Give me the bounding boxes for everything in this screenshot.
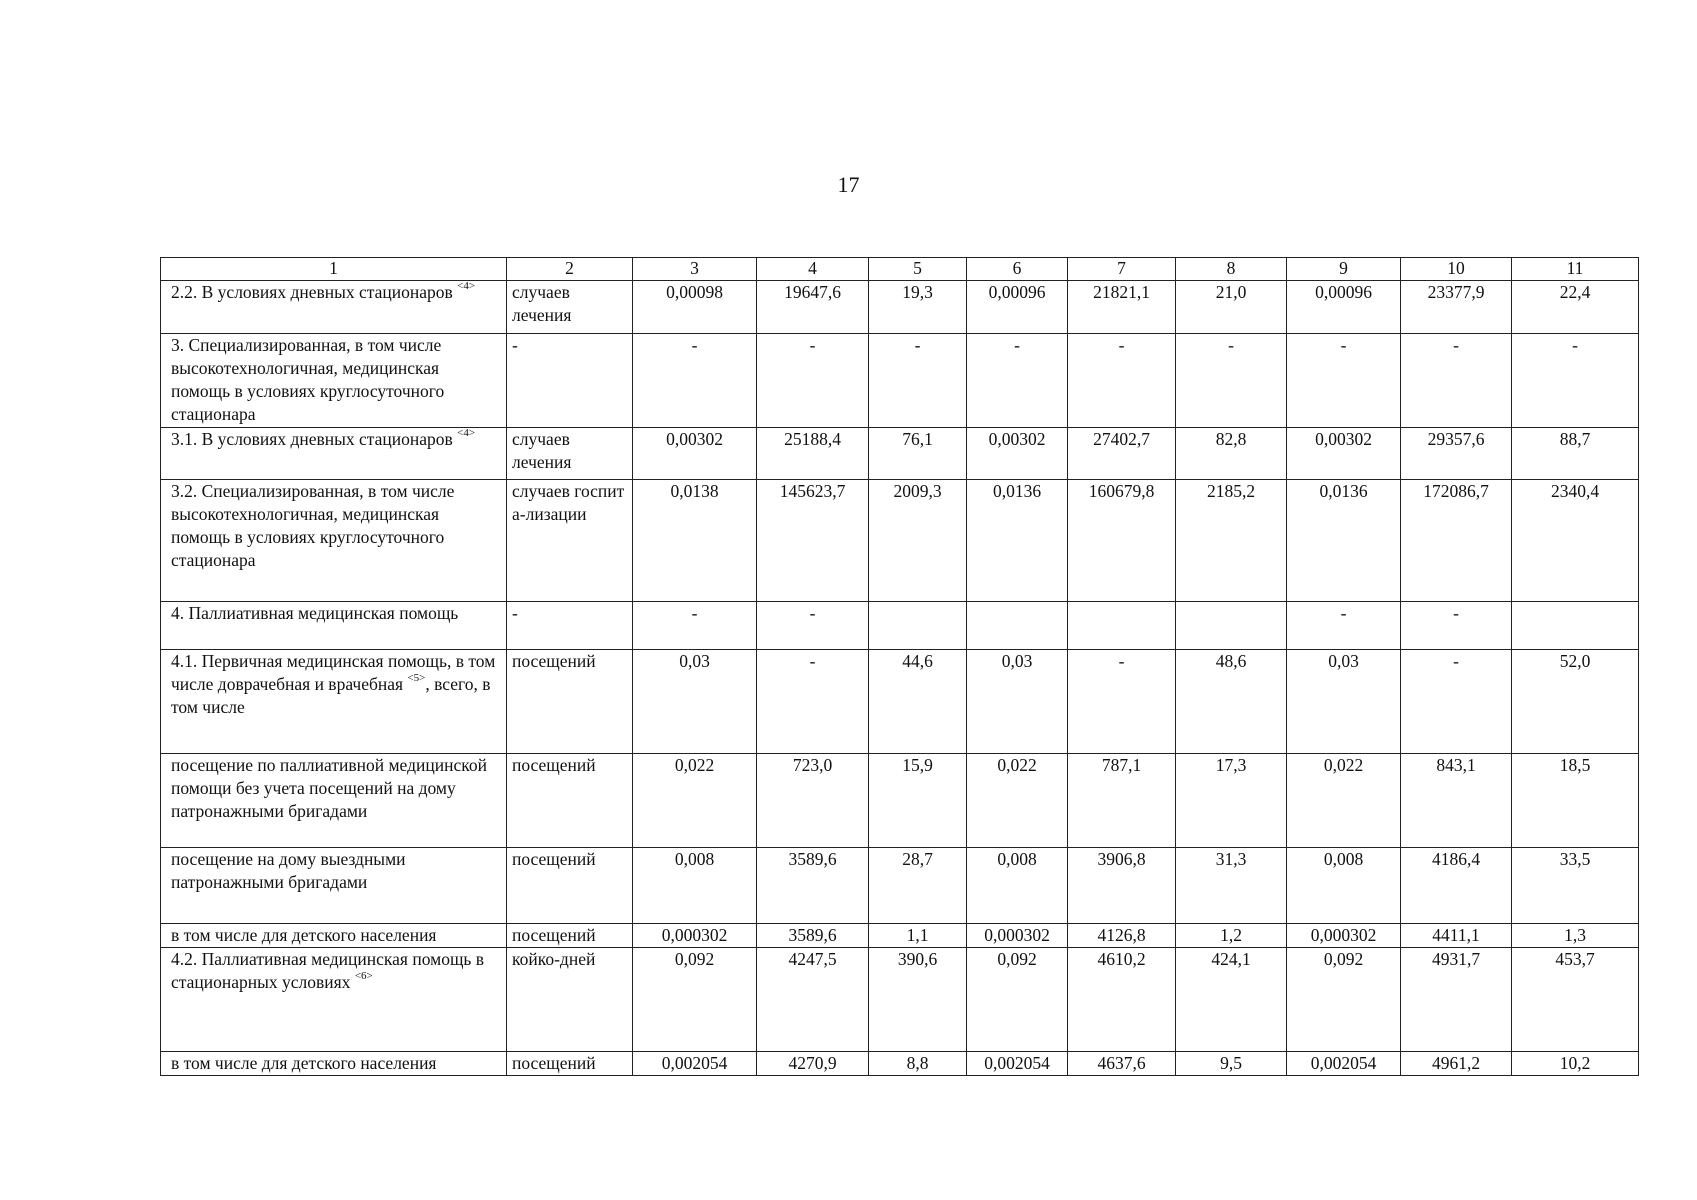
footnote-ref: <6> xyxy=(354,970,373,982)
value-cell: - xyxy=(1401,650,1512,754)
value-cell: 1,1 xyxy=(869,924,967,948)
value-cell: 8,8 xyxy=(869,1052,967,1076)
value-cell: 1,3 xyxy=(1512,924,1639,948)
value-cell: 160679,8 xyxy=(1068,480,1176,602)
value-cell: 19647,6 xyxy=(757,281,869,334)
value-cell: 21,0 xyxy=(1176,281,1287,334)
value-cell: 1,2 xyxy=(1176,924,1287,948)
value-cell: 3589,6 xyxy=(757,924,869,948)
value-cell: 390,6 xyxy=(869,948,967,1052)
value-cell: - xyxy=(757,602,869,650)
value-cell: 424,1 xyxy=(1176,948,1287,1052)
value-cell: 19,3 xyxy=(869,281,967,334)
value-cell: - xyxy=(1287,602,1401,650)
value-cell: 0,022 xyxy=(967,754,1068,848)
value-cell: 0,002054 xyxy=(633,1052,757,1076)
table-row xyxy=(161,480,1639,602)
unit-cell: посещений xyxy=(507,650,633,754)
value-cell: 0,008 xyxy=(633,848,757,924)
row-name: посещение по паллиативной медицинской помощи без учета посещений на дому патронажными бригадами xyxy=(171,755,487,821)
footnote-ref: <5> xyxy=(407,672,426,684)
value-cell: - xyxy=(1401,602,1512,650)
table-row xyxy=(161,1052,1639,1076)
row-name-cell xyxy=(161,428,507,480)
value-cell: 0,03 xyxy=(1287,650,1401,754)
value-cell: 4610,2 xyxy=(1068,948,1176,1052)
row-name: 3. Специализированная, в том числе высокотехнологичная, медицинская помощь в условиях круглосуточного стационара xyxy=(171,335,445,424)
value-cell: 2185,2 xyxy=(1176,480,1287,602)
value-cell: 0,008 xyxy=(967,848,1068,924)
row-name: 2.2. В условиях дневных стационаров xyxy=(171,282,453,302)
row-name-cell xyxy=(161,924,507,948)
value-cell: 2009,3 xyxy=(869,480,967,602)
column-number: 7 xyxy=(1068,258,1176,281)
row-name-cell xyxy=(161,650,507,754)
value-cell: 31,3 xyxy=(1176,848,1287,924)
value-cell: 0,092 xyxy=(967,948,1068,1052)
unit-cell: случаев лечения xyxy=(507,428,633,480)
unit-cell: случаев госпита-лизации xyxy=(507,480,633,602)
value-cell: 4961,2 xyxy=(1401,1052,1512,1076)
value-cell: 4126,8 xyxy=(1068,924,1176,948)
value-cell: 10,2 xyxy=(1512,1052,1639,1076)
value-cell: - xyxy=(1287,334,1401,428)
value-cell: 4186,4 xyxy=(1401,848,1512,924)
row-name-suffix: , всего, в том числе xyxy=(171,674,491,717)
value-cell: - xyxy=(757,334,869,428)
row-name-cell xyxy=(161,334,507,428)
column-number: 8 xyxy=(1176,258,1287,281)
value-cell: - xyxy=(1068,334,1176,428)
table-row xyxy=(161,754,1639,848)
value-cell: 33,5 xyxy=(1512,848,1639,924)
value-cell: 0,00098 xyxy=(633,281,757,334)
value-cell: 76,1 xyxy=(869,428,967,480)
value-cell: 48,6 xyxy=(1176,650,1287,754)
row-name: 4.1. Первичная медицинская помощь, в том числе доврачебная и врачебная xyxy=(171,651,496,694)
value-cell: 172086,7 xyxy=(1401,480,1512,602)
value-cell xyxy=(1068,602,1176,650)
unit-cell: - xyxy=(507,334,633,428)
column-number: 2 xyxy=(507,258,633,281)
value-cell: 52,0 xyxy=(1512,650,1639,754)
table-row xyxy=(161,948,1639,1052)
value-cell: 4270,9 xyxy=(757,1052,869,1076)
row-name: в том числе для детского населения xyxy=(171,925,437,945)
value-cell: 25188,4 xyxy=(757,428,869,480)
column-number: 3 xyxy=(633,258,757,281)
page-number: 17 xyxy=(837,172,860,197)
row-name: 3.1. В условиях дневных стационаров xyxy=(171,429,453,449)
value-cell: 17,3 xyxy=(1176,754,1287,848)
footnote-ref: <4> xyxy=(457,427,476,439)
row-name: 3.2. Специализированная, в том числе высокотехнологичная, медицинская помощь в условиях круглосуточного стационара xyxy=(171,481,455,570)
value-cell: 3906,8 xyxy=(1068,848,1176,924)
value-cell: 21821,1 xyxy=(1068,281,1176,334)
column-number: 10 xyxy=(1401,258,1512,281)
value-cell: 2340,4 xyxy=(1512,480,1639,602)
value-cell: 23377,9 xyxy=(1401,281,1512,334)
table-row xyxy=(161,334,1639,428)
value-cell: 3589,6 xyxy=(757,848,869,924)
value-cell: 18,5 xyxy=(1512,754,1639,848)
value-cell: - xyxy=(1068,650,1176,754)
value-cell: 723,0 xyxy=(757,754,869,848)
value-cell: 22,4 xyxy=(1512,281,1639,334)
unit-cell: койко-дней xyxy=(507,948,633,1052)
column-number: 4 xyxy=(757,258,869,281)
unit-cell: посещений xyxy=(507,754,633,848)
unit-cell: посещений xyxy=(507,848,633,924)
value-cell: 0,002054 xyxy=(967,1052,1068,1076)
row-name-cell xyxy=(161,480,507,602)
value-cell: 0,00302 xyxy=(633,428,757,480)
unit-cell: посещений xyxy=(507,1052,633,1076)
value-cell xyxy=(967,602,1068,650)
column-number: 11 xyxy=(1512,258,1639,281)
value-cell: - xyxy=(1401,334,1512,428)
value-cell: 0,00302 xyxy=(967,428,1068,480)
value-cell: 0,03 xyxy=(967,650,1068,754)
value-cell: 0,092 xyxy=(1287,948,1401,1052)
value-cell: 843,1 xyxy=(1401,754,1512,848)
column-number: 9 xyxy=(1287,258,1401,281)
row-name-cell xyxy=(161,754,507,848)
value-cell: - xyxy=(967,334,1068,428)
value-cell xyxy=(1512,602,1639,650)
value-cell: 0,00096 xyxy=(967,281,1068,334)
column-number: 1 xyxy=(161,258,507,281)
row-name-cell xyxy=(161,1052,507,1076)
value-cell: 0,022 xyxy=(1287,754,1401,848)
value-cell: 27402,7 xyxy=(1068,428,1176,480)
value-cell: 0,0138 xyxy=(633,480,757,602)
value-cell: - xyxy=(633,334,757,428)
table-row xyxy=(161,650,1639,754)
value-cell: 453,7 xyxy=(1512,948,1639,1052)
data-table xyxy=(160,257,1639,1076)
value-cell: 0,022 xyxy=(633,754,757,848)
value-cell: 4247,5 xyxy=(757,948,869,1052)
value-cell: - xyxy=(1176,334,1287,428)
value-cell: 0,03 xyxy=(633,650,757,754)
row-name-cell xyxy=(161,281,507,334)
value-cell: 0,000302 xyxy=(633,924,757,948)
value-cell: 0,00302 xyxy=(1287,428,1401,480)
value-cell: 0,008 xyxy=(1287,848,1401,924)
value-cell: 88,7 xyxy=(1512,428,1639,480)
value-cell: 0,000302 xyxy=(1287,924,1401,948)
value-cell: 44,6 xyxy=(869,650,967,754)
value-cell xyxy=(1176,602,1287,650)
table-row xyxy=(161,848,1639,924)
value-cell: 29357,6 xyxy=(1401,428,1512,480)
value-cell: 9,5 xyxy=(1176,1052,1287,1076)
value-cell: - xyxy=(757,650,869,754)
unit-cell: посещений xyxy=(507,924,633,948)
value-cell: 15,9 xyxy=(869,754,967,848)
value-cell: 0,092 xyxy=(633,948,757,1052)
row-name: 4. Паллиативная медицинская помощь xyxy=(171,603,459,623)
value-cell: 82,8 xyxy=(1176,428,1287,480)
value-cell: 145623,7 xyxy=(757,480,869,602)
table-row xyxy=(161,281,1639,334)
footnote-ref: <4> xyxy=(457,280,476,292)
row-name: 4.2. Паллиативная медицинская помощь в стационарных условиях xyxy=(171,949,485,992)
value-cell: 787,1 xyxy=(1068,754,1176,848)
column-number: 5 xyxy=(869,258,967,281)
table-row xyxy=(161,924,1639,948)
unit-cell: случаев лечения xyxy=(507,281,633,334)
value-cell: 4411,1 xyxy=(1401,924,1512,948)
table-row xyxy=(161,602,1639,650)
value-cell: 0,0136 xyxy=(1287,480,1401,602)
value-cell xyxy=(869,602,967,650)
row-name-cell xyxy=(161,602,507,650)
column-number-row xyxy=(161,258,1639,281)
row-name-cell xyxy=(161,848,507,924)
value-cell: 0,00096 xyxy=(1287,281,1401,334)
value-cell: - xyxy=(1512,334,1639,428)
value-cell: 0,002054 xyxy=(1287,1052,1401,1076)
table-row xyxy=(161,428,1639,480)
value-cell: 0,0136 xyxy=(967,480,1068,602)
value-cell: 0,000302 xyxy=(967,924,1068,948)
row-name-cell xyxy=(161,948,507,1052)
value-cell: 4637,6 xyxy=(1068,1052,1176,1076)
value-cell: - xyxy=(869,334,967,428)
value-cell: - xyxy=(633,602,757,650)
unit-cell: - xyxy=(507,602,633,650)
column-number: 6 xyxy=(967,258,1068,281)
value-cell: 4931,7 xyxy=(1401,948,1512,1052)
row-name: посещение на дому выездными патронажными бригадами xyxy=(171,849,406,892)
value-cell: 28,7 xyxy=(869,848,967,924)
row-name: в том числе для детского населения xyxy=(171,1053,437,1073)
